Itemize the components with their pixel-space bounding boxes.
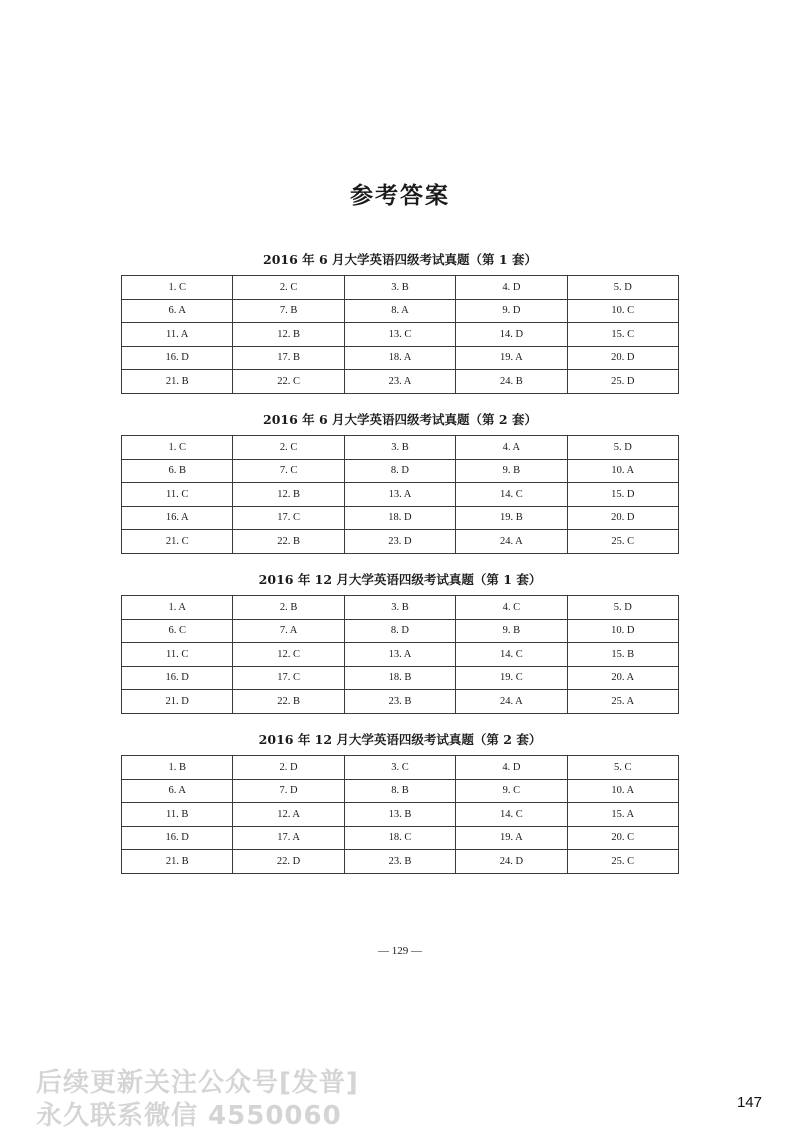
answer-cell: 2. C [233, 436, 344, 460]
answer-cell: 17. C [233, 666, 344, 690]
answer-cell: 6. B [122, 459, 233, 483]
answer-cell: 3. C [344, 756, 455, 780]
answer-cell: 25. C [567, 530, 678, 554]
answer-section-2016-12-set2 [121, 731, 679, 874]
answer-cell: 2. B [233, 596, 344, 620]
answer-cell: 14. D [456, 323, 567, 347]
section-title: 2016 年 12 月大学英语四级考试真题（第 2 套） [258, 732, 542, 747]
answer-cell: 11. B [122, 803, 233, 827]
page-number: — 129 — [378, 945, 422, 957]
answer-cell: 3. B [344, 436, 455, 460]
table-row [122, 826, 679, 850]
answer-cell: 7. B [233, 299, 344, 323]
answer-cell: 25. A [567, 690, 678, 714]
section-title: 2016 年 12 月大学英语四级考试真题（第 1 套） [258, 572, 542, 587]
answer-cell: 8. D [344, 459, 455, 483]
answer-cell: 8. B [344, 779, 455, 803]
section-title: 2016 年 6 月大学英语四级考试真题（第 2 套） [263, 412, 537, 427]
table-row [122, 346, 679, 370]
answer-cell: 9. D [456, 299, 567, 323]
answer-cell: 19. C [456, 666, 567, 690]
answer-cell: 16. A [122, 506, 233, 530]
answer-cell: 6. A [122, 299, 233, 323]
table-row [122, 299, 679, 323]
answer-cell: 25. D [567, 370, 678, 394]
answer-table [121, 435, 679, 554]
answer-cell: 11. C [122, 643, 233, 667]
answer-cell: 13. C [344, 323, 455, 347]
table-row [122, 370, 679, 394]
table-row [122, 436, 679, 460]
answer-cell: 13. A [344, 483, 455, 507]
answer-cell: 14. C [456, 643, 567, 667]
answer-cell: 20. D [567, 346, 678, 370]
answer-cell: 20. A [567, 666, 678, 690]
answer-cell: 24. A [456, 690, 567, 714]
answer-cell: 10. D [567, 619, 678, 643]
answer-cell: 24. D [456, 850, 567, 874]
answer-cell: 18. B [344, 666, 455, 690]
answer-cell: 22. B [233, 690, 344, 714]
scan-page-number: 147 [736, 1094, 762, 1111]
answer-cell: 10. A [567, 459, 678, 483]
answer-cell: 5. D [567, 436, 678, 460]
answer-cell: 5. D [567, 276, 678, 300]
answer-cell: 24. B [456, 370, 567, 394]
answer-cell: 6. C [122, 619, 233, 643]
table-row [122, 643, 679, 667]
answer-cell: 3. B [344, 276, 455, 300]
answer-cell: 16. D [122, 826, 233, 850]
section-title: 2016 年 6 月大学英语四级考试真题（第 1 套） [263, 252, 537, 267]
answer-cell: 7. C [233, 459, 344, 483]
answer-cell: 9. C [456, 779, 567, 803]
answer-cell: 21. C [122, 530, 233, 554]
answer-cell: 18. A [344, 346, 455, 370]
answer-cell: 22. C [233, 370, 344, 394]
answer-cell: 7. A [233, 619, 344, 643]
table-row [122, 323, 679, 347]
answer-cell: 20. C [567, 826, 678, 850]
answer-cell: 4. D [456, 756, 567, 780]
watermark-line-2: 永久联系微信 4550060 [36, 1101, 342, 1131]
answer-cell: 1. C [122, 436, 233, 460]
answer-cell: 10. C [567, 299, 678, 323]
answer-cell: 3. B [344, 596, 455, 620]
answer-cell: 12. A [233, 803, 344, 827]
table-row [122, 459, 679, 483]
answer-cell: 15. A [567, 803, 678, 827]
answer-cell: 10. A [567, 779, 678, 803]
table-row [122, 506, 679, 530]
answer-cell: 6. A [122, 779, 233, 803]
table-row [122, 530, 679, 554]
answer-cell: 18. D [344, 506, 455, 530]
answer-cell: 22. D [233, 850, 344, 874]
answer-table [121, 275, 679, 394]
answer-cell: 15. B [567, 643, 678, 667]
watermark-line-1: 后续更新关注公众号[发普] [36, 1068, 359, 1098]
answer-cell: 19. B [456, 506, 567, 530]
answer-cell: 23. D [344, 530, 455, 554]
answer-cell: 17. C [233, 506, 344, 530]
answer-cell: 13. A [344, 643, 455, 667]
answer-cell: 2. C [233, 276, 344, 300]
answer-cell: 1. B [122, 756, 233, 780]
answer-cell: 11. A [122, 323, 233, 347]
answer-cell: 19. A [456, 826, 567, 850]
answer-cell: 5. C [567, 756, 678, 780]
answer-cell: 12. C [233, 643, 344, 667]
answer-cell: 2. D [233, 756, 344, 780]
table-row [122, 596, 679, 620]
answer-cell: 4. D [456, 276, 567, 300]
answer-cell: 22. B [233, 530, 344, 554]
answer-cell: 1. C [122, 276, 233, 300]
answer-section-2016-12-set1 [121, 571, 679, 714]
answer-cell: 17. B [233, 346, 344, 370]
table-row [122, 276, 679, 300]
answer-cell: 25. C [567, 850, 678, 874]
answer-cell: 15. C [567, 323, 678, 347]
answer-cell: 4. A [456, 436, 567, 460]
answer-cell: 14. C [456, 483, 567, 507]
answer-cell: 23. A [344, 370, 455, 394]
answer-section-2016-06-set1 [121, 251, 679, 394]
answer-cell: 16. D [122, 346, 233, 370]
answer-cell: 16. D [122, 666, 233, 690]
answer-cell: 12. B [233, 483, 344, 507]
answer-cell: 8. D [344, 619, 455, 643]
table-row [122, 756, 679, 780]
answer-cell: 21. B [122, 850, 233, 874]
answer-cell: 13. B [344, 803, 455, 827]
answer-cell: 23. B [344, 690, 455, 714]
answer-cell: 17. A [233, 826, 344, 850]
answer-cell: 18. C [344, 826, 455, 850]
page-title: 参考答案 [350, 182, 450, 209]
answer-cell: 7. D [233, 779, 344, 803]
answer-cell: 9. B [456, 459, 567, 483]
answer-cell: 5. D [567, 596, 678, 620]
table-row [122, 779, 679, 803]
answer-cell: 23. B [344, 850, 455, 874]
answer-cell: 24. A [456, 530, 567, 554]
table-row [122, 483, 679, 507]
table-row [122, 850, 679, 874]
table-row [122, 666, 679, 690]
answer-table [121, 755, 679, 874]
answer-cell: 14. C [456, 803, 567, 827]
table-row [122, 619, 679, 643]
answer-cell: 8. A [344, 299, 455, 323]
answer-cell: 20. D [567, 506, 678, 530]
answer-cell: 15. D [567, 483, 678, 507]
answer-cell: 21. D [122, 690, 233, 714]
answer-cell: 1. A [122, 596, 233, 620]
answer-cell: 4. C [456, 596, 567, 620]
answer-cell: 21. B [122, 370, 233, 394]
table-row [122, 803, 679, 827]
answer-cell: 11. C [122, 483, 233, 507]
answer-cell: 19. A [456, 346, 567, 370]
answer-table [121, 595, 679, 714]
table-row [122, 690, 679, 714]
answer-cell: 12. B [233, 323, 344, 347]
answer-cell: 9. B [456, 619, 567, 643]
answer-section-2016-06-set2 [121, 411, 679, 554]
